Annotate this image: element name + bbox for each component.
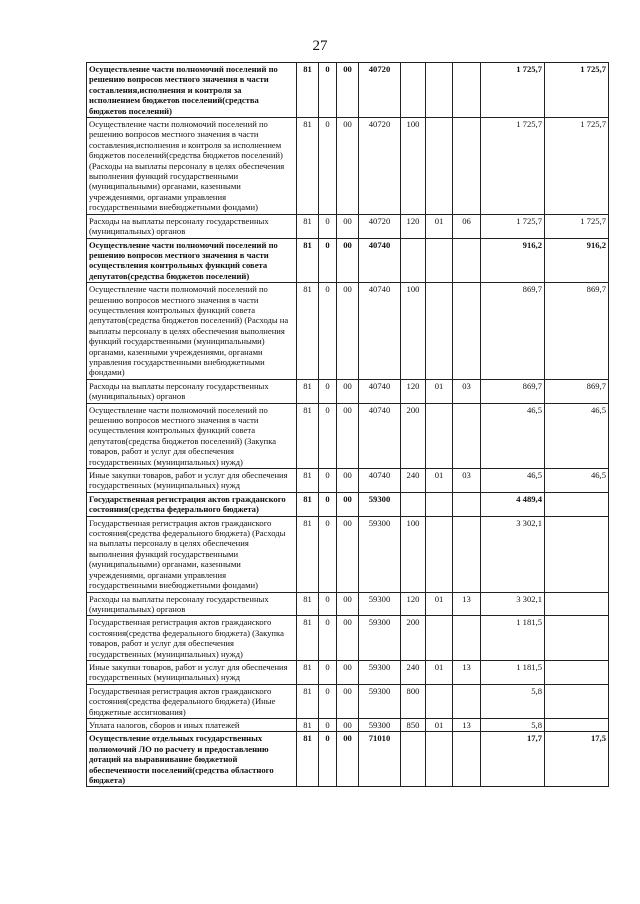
table-row bbox=[87, 492, 609, 516]
code-section bbox=[426, 238, 453, 283]
code-subprogram: 00 bbox=[337, 516, 359, 592]
amount-planned: 869,7 bbox=[481, 379, 545, 403]
amount-planned: 46,5 bbox=[481, 469, 545, 493]
row-name: Осуществление части полномочий поселений по решению вопросов местного значения в части осуществления контрольных функций совета депутатов(средства бюджетов поселений) bbox=[87, 238, 297, 283]
table-row bbox=[87, 214, 609, 238]
code-subprogram: 00 bbox=[337, 492, 359, 516]
code-expense-type bbox=[401, 732, 426, 787]
code-subsection bbox=[453, 63, 481, 118]
code-subprogram: 00 bbox=[337, 718, 359, 731]
table-row bbox=[87, 118, 609, 215]
table-row bbox=[87, 283, 609, 380]
code-ministry: 81 bbox=[297, 732, 319, 787]
code-direction: 40720 bbox=[359, 63, 401, 118]
code-program: 0 bbox=[319, 516, 337, 592]
code-subsection: 03 bbox=[453, 469, 481, 493]
table-row bbox=[87, 684, 609, 718]
code-subsection bbox=[453, 684, 481, 718]
amount-executed bbox=[545, 660, 609, 684]
amount-executed: 869,7 bbox=[545, 283, 609, 380]
code-expense-type: 120 bbox=[401, 379, 426, 403]
code-program: 0 bbox=[319, 403, 337, 468]
code-subsection: 06 bbox=[453, 214, 481, 238]
code-section: 01 bbox=[426, 718, 453, 731]
code-ministry: 81 bbox=[297, 469, 319, 493]
amount-planned: 1 725,7 bbox=[481, 118, 545, 215]
table-row bbox=[87, 718, 609, 731]
code-direction: 59300 bbox=[359, 516, 401, 592]
code-ministry: 81 bbox=[297, 616, 319, 661]
table-row bbox=[87, 592, 609, 616]
code-expense-type: 120 bbox=[401, 214, 426, 238]
code-direction: 40740 bbox=[359, 238, 401, 283]
budget-table bbox=[86, 62, 609, 787]
table-row bbox=[87, 379, 609, 403]
code-subsection bbox=[453, 732, 481, 787]
amount-planned: 1 181,5 bbox=[481, 660, 545, 684]
code-direction: 40740 bbox=[359, 283, 401, 380]
code-subsection: 13 bbox=[453, 718, 481, 731]
row-name: Осуществление части полномочий поселений по решению вопросов местного значения в части осуществления контрольных функций совета депутатов(средства бюджетов поселений) (Закупка товаров, работ и услуг для обеспечения государственных (муниципальных) нужд) bbox=[87, 403, 297, 468]
code-expense-type: 100 bbox=[401, 118, 426, 215]
row-name: Расходы на выплаты персоналу государственных (муниципальных) органов bbox=[87, 592, 297, 616]
code-subprogram: 00 bbox=[337, 214, 359, 238]
table-row bbox=[87, 516, 609, 592]
code-direction: 59300 bbox=[359, 684, 401, 718]
code-program: 0 bbox=[319, 660, 337, 684]
code-expense-type: 240 bbox=[401, 660, 426, 684]
code-program: 0 bbox=[319, 492, 337, 516]
code-expense-type bbox=[401, 492, 426, 516]
code-ministry: 81 bbox=[297, 379, 319, 403]
amount-executed: 46,5 bbox=[545, 403, 609, 468]
code-direction: 71010 bbox=[359, 732, 401, 787]
code-expense-type: 240 bbox=[401, 469, 426, 493]
code-subprogram: 00 bbox=[337, 616, 359, 661]
code-subprogram: 00 bbox=[337, 469, 359, 493]
amount-executed: 17,5 bbox=[545, 732, 609, 787]
code-expense-type: 200 bbox=[401, 403, 426, 468]
amount-executed: 1 725,7 bbox=[545, 63, 609, 118]
row-name: Иные закупки товаров, работ и услуг для обеспечения государственных (муниципальных) нужд bbox=[87, 469, 297, 493]
code-program: 0 bbox=[319, 469, 337, 493]
amount-executed: 46,5 bbox=[545, 469, 609, 493]
code-subprogram: 00 bbox=[337, 660, 359, 684]
code-ministry: 81 bbox=[297, 684, 319, 718]
table-row bbox=[87, 660, 609, 684]
row-name: Государственная регистрация актов гражданского состояния(средства федерального бюджета) (Расходы на выплаты персоналу в целях обеспечения выполнения функций государственными (муниципальными) органами, казенными учреждениями, органами управления государственными внебюджетными фондами) bbox=[87, 516, 297, 592]
table-row bbox=[87, 616, 609, 661]
table-row bbox=[87, 238, 609, 283]
amount-executed: 1 725,7 bbox=[545, 214, 609, 238]
code-direction: 59300 bbox=[359, 592, 401, 616]
code-expense-type: 120 bbox=[401, 592, 426, 616]
table-row bbox=[87, 403, 609, 468]
code-expense-type bbox=[401, 238, 426, 283]
code-subsection bbox=[453, 616, 481, 661]
code-ministry: 81 bbox=[297, 238, 319, 283]
row-name: Осуществление отдельных государственных полномочий ЛО по расчету и предоставлению дотаций на выравнивание бюджетной обеспеченности поселений(средства областного бюджета) bbox=[87, 732, 297, 787]
row-name: Осуществление части полномочий поселений по решению вопросов местного значения в части составления,исполнения и контроля за исполнением бюджетов поселений(средства бюджетов поселений) bbox=[87, 63, 297, 118]
code-subprogram: 00 bbox=[337, 238, 359, 283]
code-subsection: 03 bbox=[453, 379, 481, 403]
code-subprogram: 00 bbox=[337, 379, 359, 403]
code-subprogram: 00 bbox=[337, 732, 359, 787]
code-section: 01 bbox=[426, 660, 453, 684]
amount-executed bbox=[545, 616, 609, 661]
code-section bbox=[426, 118, 453, 215]
code-program: 0 bbox=[319, 718, 337, 731]
code-expense-type: 100 bbox=[401, 283, 426, 380]
code-ministry: 81 bbox=[297, 516, 319, 592]
code-section bbox=[426, 516, 453, 592]
code-program: 0 bbox=[319, 732, 337, 787]
amount-planned: 5,8 bbox=[481, 684, 545, 718]
code-direction: 40720 bbox=[359, 214, 401, 238]
amount-executed bbox=[545, 684, 609, 718]
code-section bbox=[426, 403, 453, 468]
code-ministry: 81 bbox=[297, 592, 319, 616]
code-subprogram: 00 bbox=[337, 403, 359, 468]
table-row bbox=[87, 469, 609, 493]
code-ministry: 81 bbox=[297, 403, 319, 468]
code-section: 01 bbox=[426, 469, 453, 493]
row-name: Уплата налогов, сборов и иных платежей bbox=[87, 718, 297, 731]
row-name: Государственная регистрация актов гражданского состояния(средства федерального бюджета) bbox=[87, 492, 297, 516]
amount-planned: 1 181,5 bbox=[481, 616, 545, 661]
amount-planned: 1 725,7 bbox=[481, 63, 545, 118]
code-ministry: 81 bbox=[297, 214, 319, 238]
table-body bbox=[87, 63, 609, 787]
amount-executed: 1 725,7 bbox=[545, 118, 609, 215]
code-section bbox=[426, 63, 453, 118]
amount-planned: 4 489,4 bbox=[481, 492, 545, 516]
code-program: 0 bbox=[319, 616, 337, 661]
code-subsection bbox=[453, 516, 481, 592]
code-ministry: 81 bbox=[297, 283, 319, 380]
code-subsection bbox=[453, 238, 481, 283]
code-section: 01 bbox=[426, 592, 453, 616]
amount-planned: 869,7 bbox=[481, 283, 545, 380]
code-section: 01 bbox=[426, 379, 453, 403]
code-ministry: 81 bbox=[297, 718, 319, 731]
amount-planned: 1 725,7 bbox=[481, 214, 545, 238]
amount-planned: 5,8 bbox=[481, 718, 545, 731]
code-expense-type: 100 bbox=[401, 516, 426, 592]
code-ministry: 81 bbox=[297, 492, 319, 516]
code-direction: 59300 bbox=[359, 660, 401, 684]
code-subsection bbox=[453, 118, 481, 215]
row-name: Государственная регистрация актов гражданского состояния(средства федерального бюджета) (Закупка товаров, работ и услуг для обеспечения государственных (муниципальных) нужд) bbox=[87, 616, 297, 661]
amount-planned: 46,5 bbox=[481, 403, 545, 468]
code-subprogram: 00 bbox=[337, 684, 359, 718]
code-program: 0 bbox=[319, 379, 337, 403]
code-program: 0 bbox=[319, 684, 337, 718]
amount-planned: 916,2 bbox=[481, 238, 545, 283]
code-program: 0 bbox=[319, 118, 337, 215]
row-name: Иные закупки товаров, работ и услуг для обеспечения государственных (муниципальных) нужд bbox=[87, 660, 297, 684]
code-subprogram: 00 bbox=[337, 592, 359, 616]
code-direction: 40740 bbox=[359, 469, 401, 493]
code-section bbox=[426, 616, 453, 661]
code-ministry: 81 bbox=[297, 118, 319, 215]
code-subsection: 13 bbox=[453, 660, 481, 684]
code-direction: 40740 bbox=[359, 403, 401, 468]
code-subsection bbox=[453, 283, 481, 380]
row-name: Государственная регистрация актов гражданского состояния(средства федерального бюджета) (Иные бюджетные ассигнования) bbox=[87, 684, 297, 718]
code-expense-type: 850 bbox=[401, 718, 426, 731]
amount-executed bbox=[545, 516, 609, 592]
code-program: 0 bbox=[319, 283, 337, 380]
row-name: Расходы на выплаты персоналу государственных (муниципальных) органов bbox=[87, 214, 297, 238]
code-direction: 59300 bbox=[359, 718, 401, 731]
code-subsection bbox=[453, 403, 481, 468]
code-subsection bbox=[453, 492, 481, 516]
amount-planned: 3 302,1 bbox=[481, 516, 545, 592]
amount-planned: 3 302,1 bbox=[481, 592, 545, 616]
code-direction: 59300 bbox=[359, 492, 401, 516]
amount-executed: 916,2 bbox=[545, 238, 609, 283]
table-row bbox=[87, 63, 609, 118]
code-section bbox=[426, 684, 453, 718]
code-expense-type: 200 bbox=[401, 616, 426, 661]
amount-executed bbox=[545, 592, 609, 616]
code-section bbox=[426, 732, 453, 787]
code-subprogram: 00 bbox=[337, 63, 359, 118]
code-subprogram: 00 bbox=[337, 283, 359, 380]
code-direction: 40720 bbox=[359, 118, 401, 215]
table-row bbox=[87, 732, 609, 787]
code-section: 01 bbox=[426, 214, 453, 238]
code-program: 0 bbox=[319, 214, 337, 238]
code-ministry: 81 bbox=[297, 63, 319, 118]
amount-executed: 869,7 bbox=[545, 379, 609, 403]
code-expense-type bbox=[401, 63, 426, 118]
code-program: 0 bbox=[319, 592, 337, 616]
code-program: 0 bbox=[319, 63, 337, 118]
code-section bbox=[426, 492, 453, 516]
code-expense-type: 800 bbox=[401, 684, 426, 718]
code-section bbox=[426, 283, 453, 380]
row-name: Осуществление части полномочий поселений по решению вопросов местного значения в части составления,исполнения и контроля за исполнением бюджетов поселений(средства бюджетов поселений) (Расходы на выплаты персоналу в целях обеспечения выполнения функций государственными (муниципальными) органами, казенными учреждениями, органами управления государственными внебюджетными фондами) bbox=[87, 118, 297, 215]
code-direction: 40740 bbox=[359, 379, 401, 403]
row-name: Осуществление части полномочий поселений по решению вопросов местного значения в части осуществления контрольных функций совета депутатов(средства бюджетов поселений) (Расходы на выплаты персоналу в целях обеспечения выполнения функций государственными (муниципальными) органами, казенными учреждениями, органами управления государственными внебюджетными фондами) bbox=[87, 283, 297, 380]
amount-executed bbox=[545, 492, 609, 516]
row-name: Расходы на выплаты персоналу государственных (муниципальных) органов bbox=[87, 379, 297, 403]
code-subsection: 13 bbox=[453, 592, 481, 616]
code-program: 0 bbox=[319, 238, 337, 283]
code-subprogram: 00 bbox=[337, 118, 359, 215]
page-number: 27 bbox=[312, 38, 328, 54]
code-direction: 59300 bbox=[359, 616, 401, 661]
amount-planned: 17,7 bbox=[481, 732, 545, 787]
code-ministry: 81 bbox=[297, 660, 319, 684]
amount-executed bbox=[545, 718, 609, 731]
